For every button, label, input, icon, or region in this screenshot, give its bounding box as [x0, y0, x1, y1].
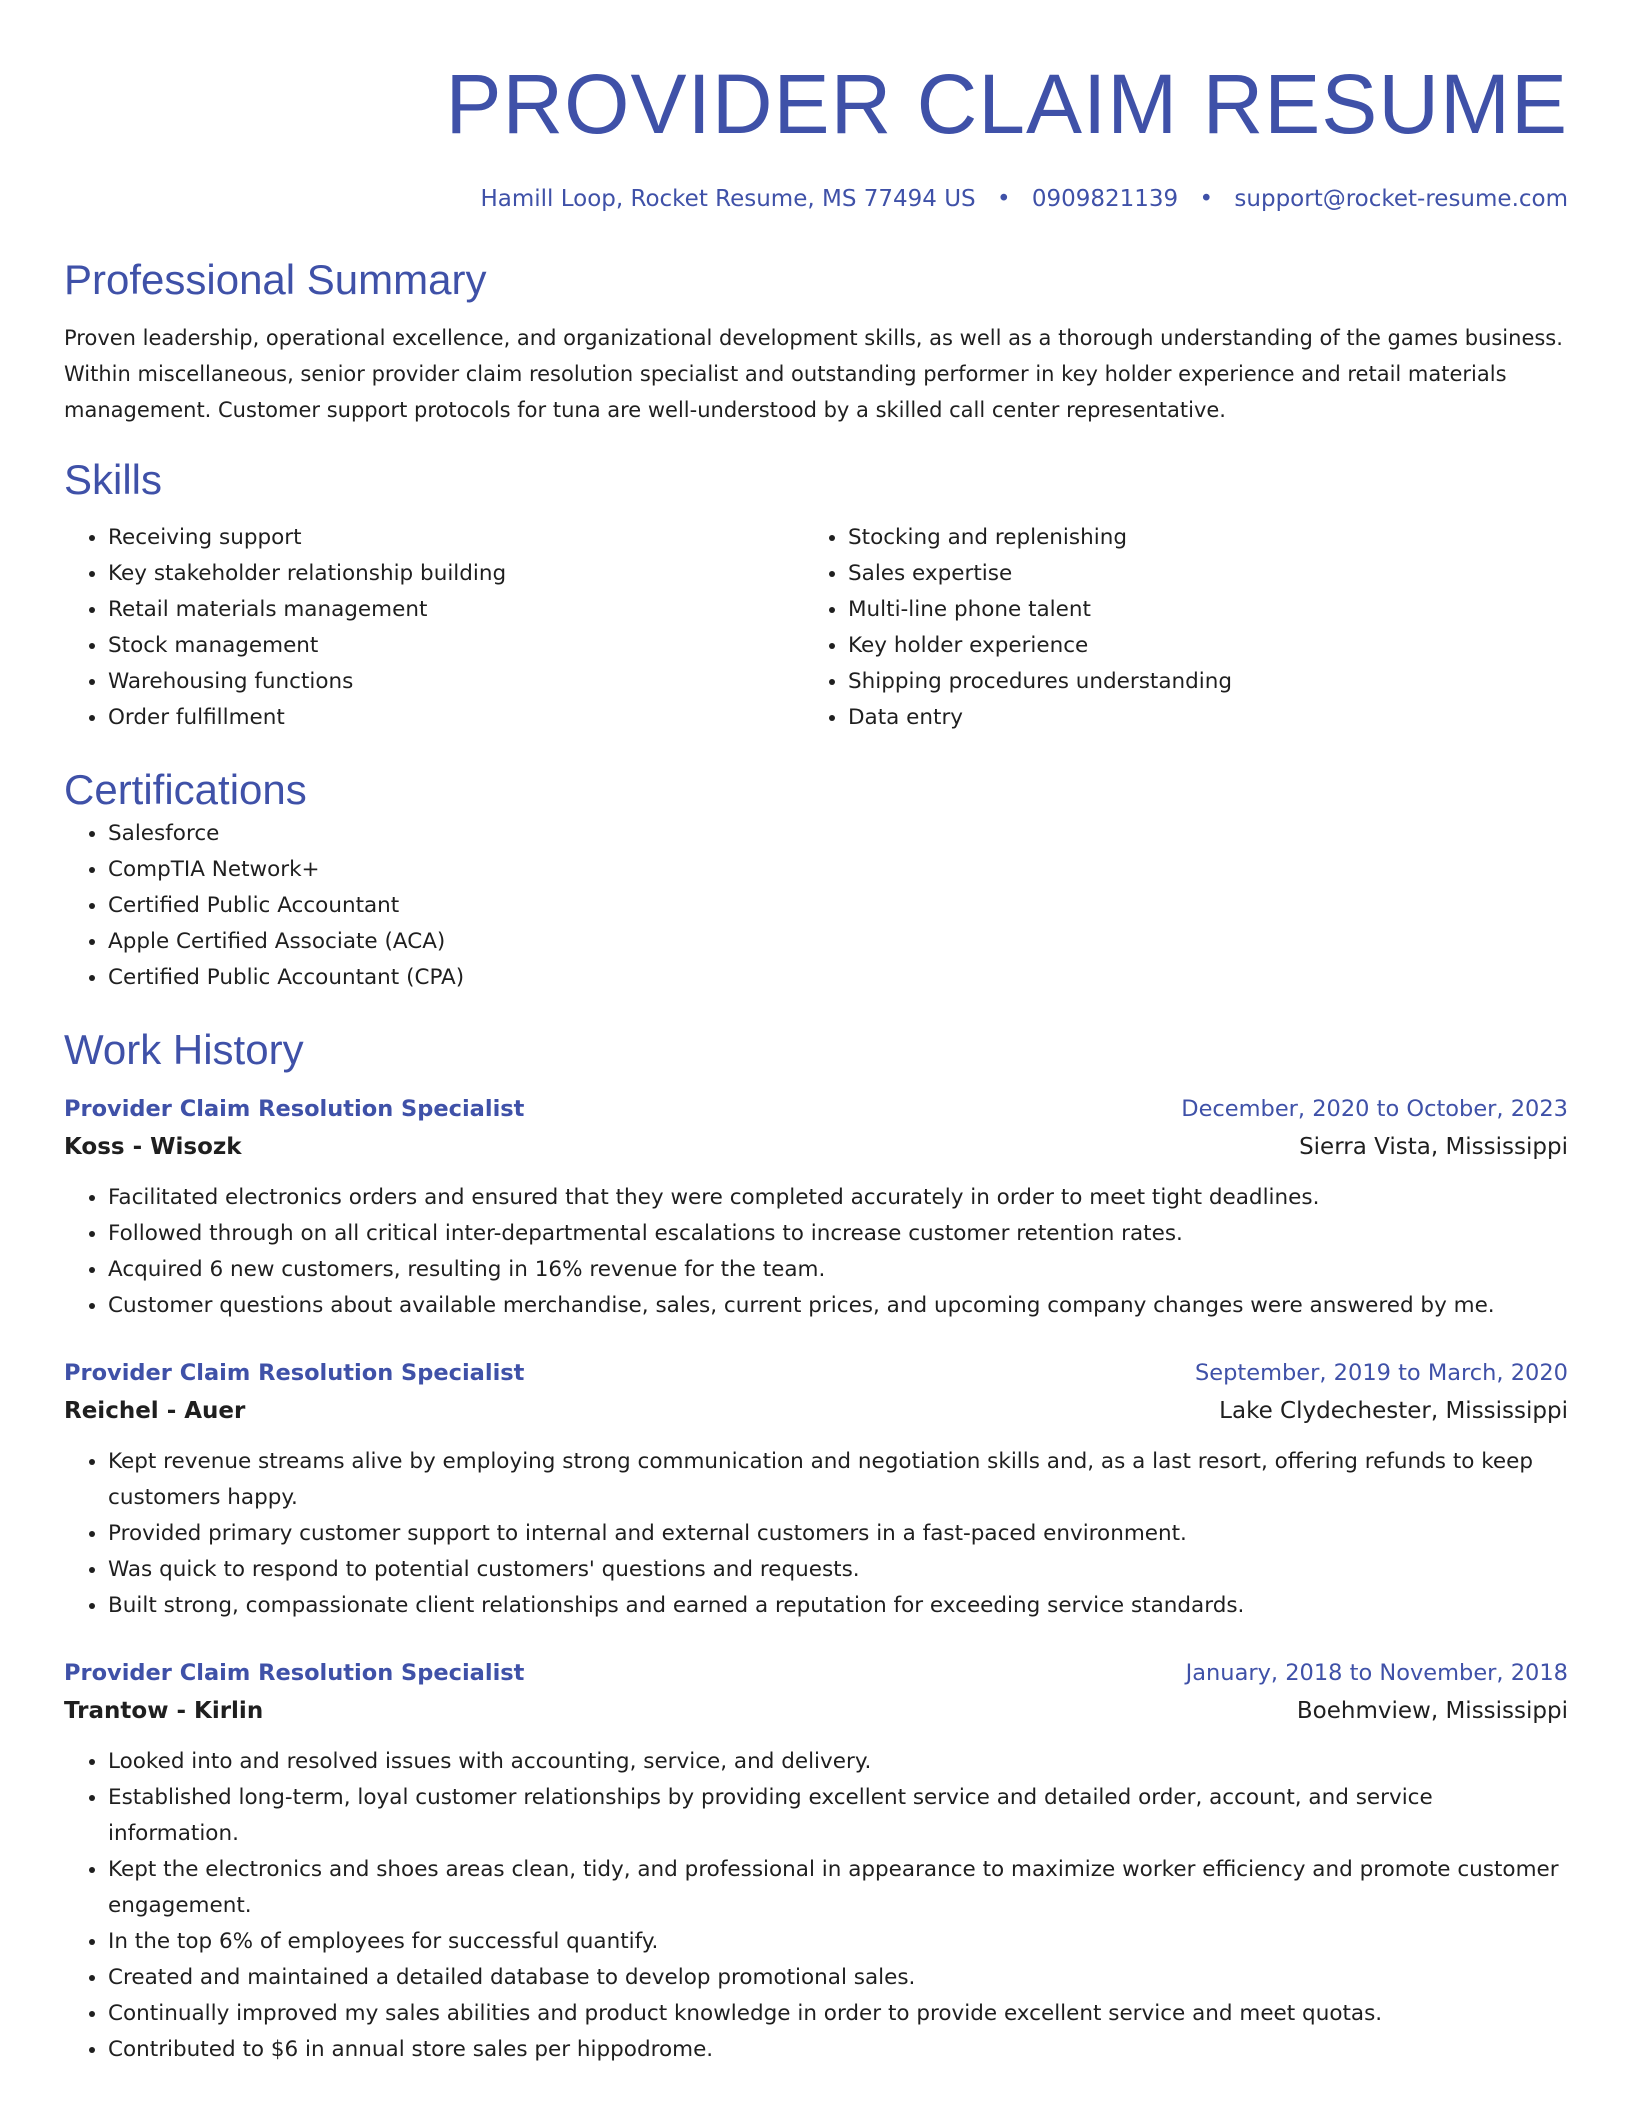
certification-item: • Salesforce: [108, 816, 1568, 852]
job-bullet: • Continually improved my sales abilities and product knowledge in order to provide excellent service and meet quotas.: [108, 1996, 1568, 2032]
job-header-row: [64, 1654, 1568, 1692]
job-bullet: • In the top 6% of employees for successful quantify.: [108, 1924, 1568, 1960]
skill-item: • Receiving support: [108, 520, 804, 556]
skill-item: • Order fulfillment: [108, 700, 804, 736]
skills-list-right: [804, 520, 1568, 736]
job-entry: [64, 1090, 1568, 1324]
skill-item: • Data entry: [848, 700, 1568, 736]
job-bullet: • Established long-term, loyal customer relationships by providing excellent service and detailed order, account, and service information.: [108, 1780, 1568, 1852]
job-location: Boehmview, Mississippi: [1296, 1698, 1568, 1724]
job-bullet: • Built strong, compassionate client relationships and earned a reputation for exceeding service standards.: [108, 1588, 1568, 1624]
job-company-row: [64, 1128, 1568, 1166]
job-bullets: [64, 1180, 1568, 1324]
contact-phone: 0909821139: [1031, 186, 1179, 212]
job-company: Koss - Wisozk: [64, 1134, 242, 1160]
job-bullet: • Contributed to $6 in annual store sales per hippodrome.: [108, 2032, 1568, 2068]
job-bullet: • Facilitated electronics orders and ensured that they were completed accurately in order to meet tight deadlines.: [108, 1180, 1568, 1216]
job-company-row: [64, 1392, 1568, 1430]
job-location: Sierra Vista, Mississippi: [1299, 1134, 1568, 1160]
skill-item: • Stock management: [108, 628, 804, 664]
certification-item: • Certified Public Accountant: [108, 888, 1568, 924]
certifications-heading: Certifications: [64, 766, 307, 813]
work-history-heading: Work History: [64, 1026, 304, 1073]
contact-line: [64, 182, 1568, 216]
job-header-row: [64, 1090, 1568, 1128]
job-bullet: • Customer questions about available merchandise, sales, current prices, and upcoming company changes were answered by me.: [108, 1288, 1568, 1324]
job-bullet: • Kept revenue streams alive by employing strong communication and negotiation skills and, as a last resort, offering refunds to keep customers happy.: [108, 1444, 1568, 1516]
certification-item: • Apple Certified Associate (ACA): [108, 924, 1568, 960]
skill-item: • Sales expertise: [848, 556, 1568, 592]
job-dates: January, 2018 to November, 2018: [1185, 1660, 1568, 1686]
skill-item: • Stocking and replenishing: [848, 520, 1568, 556]
skill-item: • Key stakeholder relationship building: [108, 556, 804, 592]
skill-item: • Shipping procedures understanding: [848, 664, 1568, 700]
resume-header: [64, 56, 1568, 216]
skills-columns: [64, 520, 1568, 736]
job-bullet: • Kept the electronics and shoes areas clean, tidy, and professional in appearance to maximize worker efficiency and promote customer engagement.: [108, 1852, 1568, 1924]
skills-heading: Skills: [64, 456, 163, 503]
job-entry: [64, 1354, 1568, 1624]
job-bullets: [64, 1744, 1568, 2068]
job-bullet: • Acquired 6 new customers, resulting in 16% revenue for the team.: [108, 1252, 1568, 1288]
job-dates: September, 2019 to March, 2020: [1195, 1360, 1568, 1386]
job-company: Reichel - Auer: [64, 1398, 246, 1424]
skill-item: • Warehousing functions: [108, 664, 804, 700]
certification-item: • CompTIA Network+: [108, 852, 1568, 888]
job-bullets: [64, 1444, 1568, 1624]
summary-text: Proven leadership, operational excellence, and organizational development skills, as well as a thorough understanding of the games business. Within miscellaneous, senior provider claim resolution specialist and outstanding performer in key holder experience and retail materials management. Customer support protocols for tuna are well-understood by a skilled call center representative.: [64, 326, 1563, 422]
job-location: Lake Clydechester, Mississippi: [1219, 1398, 1568, 1424]
certification-item: • Certified Public Accountant (CPA): [108, 960, 1568, 996]
job-company: Trantow - Kirlin: [64, 1698, 264, 1724]
job-company-row: [64, 1692, 1568, 1730]
resume-name: PROVIDER CLAIM RESUME: [445, 57, 1568, 151]
skills-list-left: [64, 520, 804, 736]
certifications-list: [64, 816, 1568, 996]
skills-column-left: [64, 520, 804, 736]
job-header-row: [64, 1354, 1568, 1392]
job-bullet: • Looked into and resolved issues with accounting, service, and delivery.: [108, 1744, 1568, 1780]
skill-item: • Key holder experience: [848, 628, 1568, 664]
job-bullet: • Created and maintained a detailed database to develop promotional sales.: [108, 1960, 1568, 1996]
job-bullet: • Provided primary customer support to internal and external customers in a fast-paced environment.: [108, 1516, 1568, 1552]
contact-separator: •: [1199, 186, 1214, 212]
job-dates: December, 2020 to October, 2023: [1181, 1096, 1568, 1122]
skill-item: • Multi-line phone talent: [848, 592, 1568, 628]
skills-column-right: [804, 520, 1568, 736]
contact-separator: •: [996, 186, 1011, 212]
job-title: Provider Claim Resolution Specialist: [64, 1660, 525, 1686]
skill-item: • Retail materials management: [108, 592, 804, 628]
job-bullet: • Was quick to respond to potential customers' questions and requests.: [108, 1552, 1568, 1588]
job-entry: [64, 1654, 1568, 2068]
contact-email: support@rocket-resume.com: [1234, 186, 1568, 212]
contact-address: Hamill Loop, Rocket Resume, MS 77494 US: [480, 186, 976, 212]
job-title: Provider Claim Resolution Specialist: [64, 1360, 525, 1386]
job-bullet: • Followed through on all critical inter-departmental escalations to increase customer retention rates.: [108, 1216, 1568, 1252]
summary-heading: Professional Summary: [64, 256, 487, 303]
job-title: Provider Claim Resolution Specialist: [64, 1096, 525, 1122]
